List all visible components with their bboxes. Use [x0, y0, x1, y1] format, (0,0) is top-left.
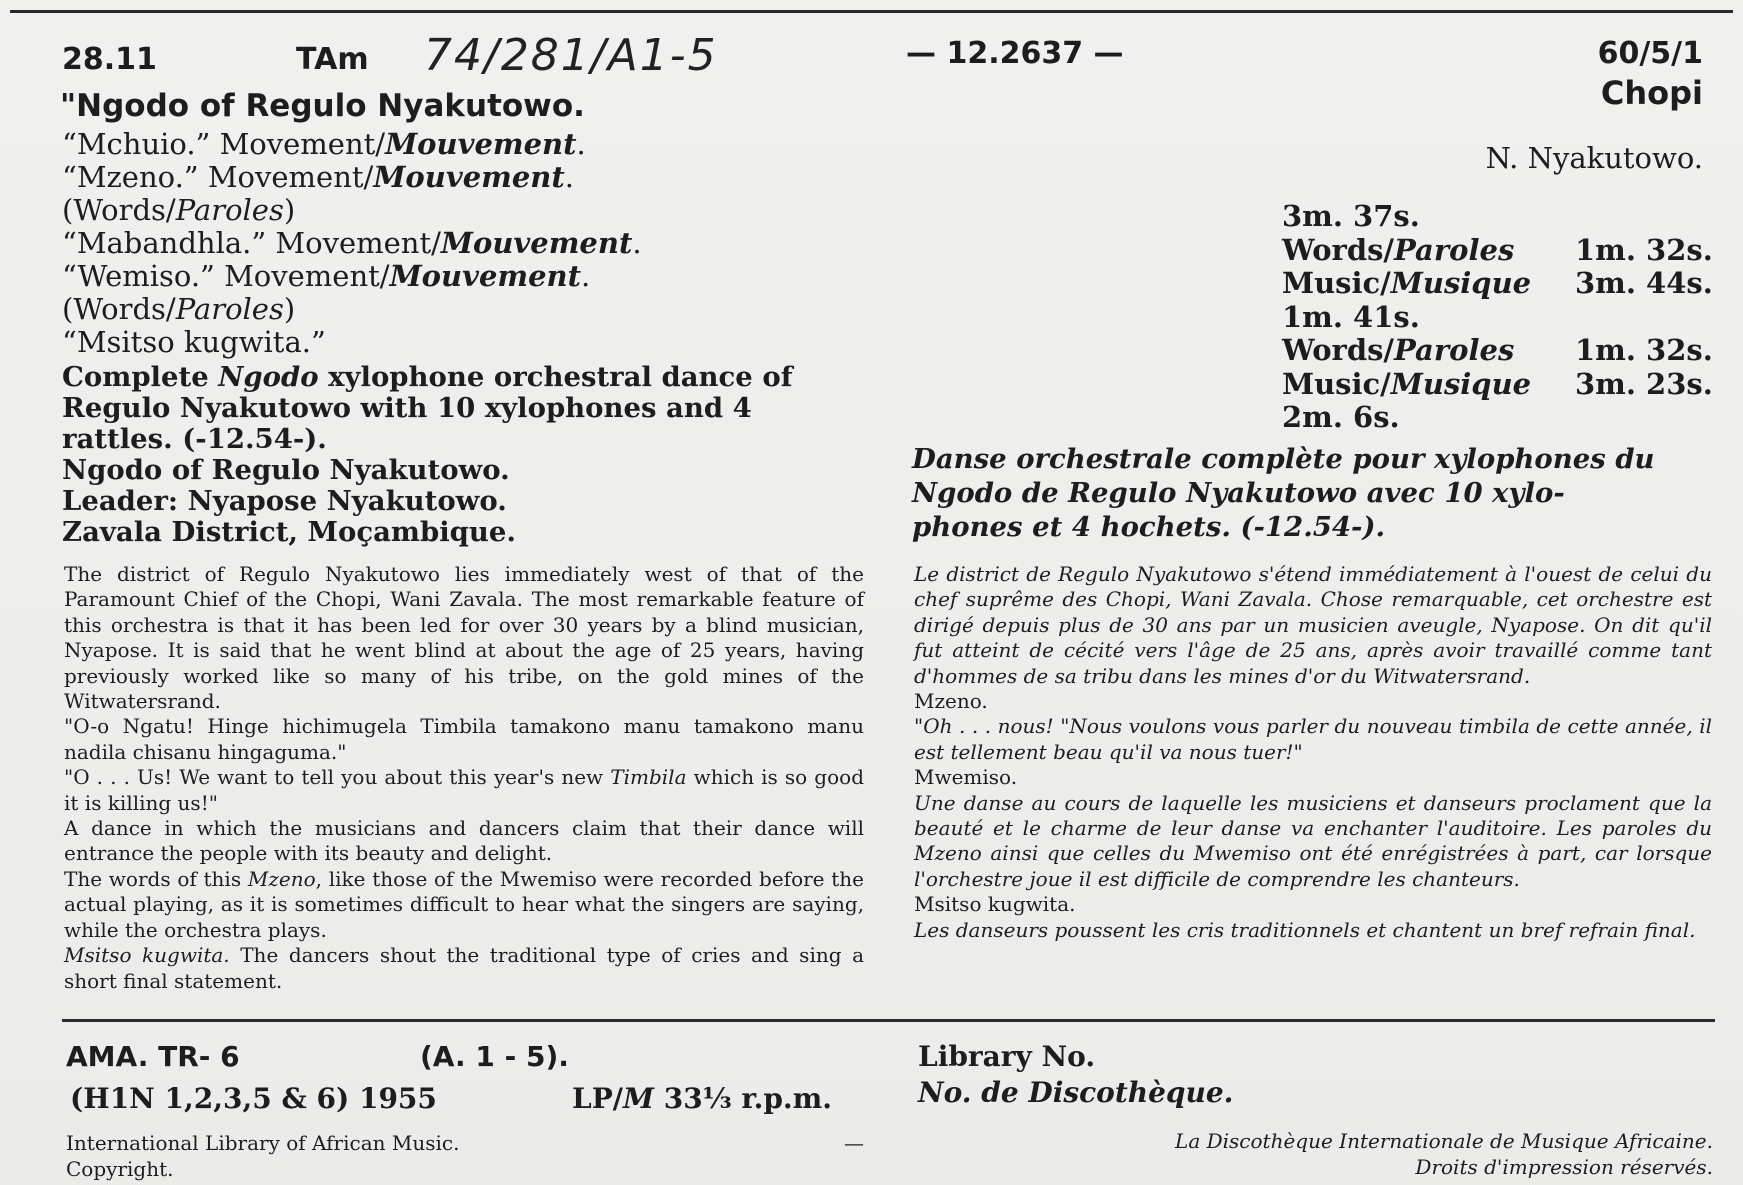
french-notes [914, 562, 1712, 943]
summary-line: Ngodo of Regulo Nyakutowo. [62, 454, 510, 486]
english-notes [64, 562, 864, 994]
notes-paragraph: Msitso kugwita. [914, 892, 1076, 917]
record-format: LP/M 33⅓ r.p.m. [572, 1082, 833, 1115]
movement-item: “Mzeno.” Movement/Mouvement. [62, 160, 574, 194]
notes-paragraph: Le district de Regulo Nyakutowo s'étend immédiatement à l'ouest de celui du chef suprême des Chopi, Wani Zavala. Chose remarquable, cet orchestre est dirigé depuis plus de 30 ans par un musicien aveugle, Nyapose. On dit qu'il fut atteint de cécité vers l'âge de 25 ans, après avoir travaillé comme tant d'hommes de sa tribu dans les mines d'or du Witwatersrand. [914, 562, 1712, 688]
notes-paragraph: The district of Regulo Nyakutowo lies immediately west of that of the Paramount Chief of the Chopi, Wani Zavala. The most remarkable feature of this orchestra is that it has been led for over 30 years by a blind musician, Nyapose. It is said that he went blind at about the age of 25 years, having previously worked like so many of his tribe, on the gold mines of the Witwatersrand. [64, 562, 864, 714]
duration-row: Words/Paroles 1m. 32s. [1282, 232, 1713, 267]
handwritten-reference: 74/281/A1-5 [424, 30, 718, 81]
notes-paragraph: A dance in which the musicians and dancers claim that their dance will entrance the people with its beauty and delight. [64, 816, 864, 866]
bottom-rule [62, 1019, 1715, 1022]
notes-paragraph: Mwemiso. [914, 765, 1018, 790]
summary-line: rattles. (-12.54-). [62, 423, 327, 455]
english-summary [62, 362, 872, 548]
movement-item: “Wemiso.” Movement/Mouvement. [62, 259, 591, 293]
notes-paragraph: The words of this Mzeno, like those of the Mwemiso were recorded before the actual playing, as it is sometimes difficult to hear what the singers are saying, while the orchestra plays. [64, 866, 864, 942]
summary-line: Danse orchestrale complète pour xylophones du [912, 443, 1655, 475]
library-number-label: Library No. [918, 1040, 1096, 1073]
reference-number: 60/5/1 [1597, 36, 1703, 71]
notes-paragraph: Une danse au cours de laquelle les musiciens et danseurs proclament que la beauté et le charme de leur danse va enchanter l'auditoire. Les paroles du Mzeno ainsi que celles du Mwemiso ont été enrégistrées à part, car lorsque l'orchestre joue il est difficile de comprendre les chanteurs. [914, 790, 1712, 891]
duration-row: Music/Musique 3m. 44s. [1282, 266, 1713, 300]
footer-dash: — [844, 1131, 864, 1155]
recording-title: "Ngodo of Regulo Nyakutowo. [60, 88, 585, 124]
notes-paragraph: "O . . . Us! We want to tell you about this year's new Timbila which is so good it is killing us!" [64, 765, 864, 815]
summary-line: Zavala District, Moçambique. [62, 516, 516, 548]
tam-label: TAm [296, 42, 369, 77]
summary-line: Ngodo de Regulo Nyakutowo avec 10 xylo- [912, 477, 1565, 509]
movement-item: (Words/Paroles) [62, 292, 296, 326]
organization-en: International Library of African Music. Copyright. [66, 1131, 460, 1181]
duration-row: 3m. 37s. [1282, 199, 1420, 233]
record-number: AMA. TR- 6 [66, 1040, 240, 1073]
french-summary [912, 442, 1655, 544]
duration-row: Words/Paroles 1m. 32s. [1282, 333, 1713, 367]
movement-item: “Mabandhla.” Movement/Mouvement. [62, 226, 642, 260]
tribe-name: Chopi [1600, 74, 1703, 112]
record-sides: (A. 1 - 5). [420, 1040, 569, 1073]
notes-paragraph: Msitso kugwita. The dancers shout the traditional type of cries and sing a short final statement. [64, 943, 864, 993]
library-number-label-fr: No. de Discothèque. [918, 1076, 1234, 1109]
notes-paragraph: Les danseurs poussent les cris traditionnels et chantent un bref refrain final. [914, 917, 1696, 942]
durations-list [1282, 200, 1713, 435]
organization-fr: La Discothèque Internationale de Musique Africaine. Droits d'impression réservés. [1175, 1129, 1713, 1179]
duration-row: 1m. 41s. [1282, 299, 1420, 334]
movements-list [62, 128, 642, 359]
summary-line: Regulo Nyakutowo with 10 xylophones and 4 [62, 392, 752, 424]
duration-row: 2m. 6s. [1282, 400, 1400, 434]
card-date: 28.11 [62, 42, 157, 77]
notes-paragraph: Mzeno. [914, 689, 988, 714]
movement-item: “Msitso kugwita.” [62, 325, 326, 359]
summary-line: Leader: Nyapose Nyakutowo. [62, 485, 507, 517]
notes-paragraph: "Oh . . . nous! "Nous voulons vous parler du nouveau timbila de cette année, il est tellement beau qu'il va nous tuer!" [914, 714, 1712, 764]
catalog-number: — 12.2637 — [906, 36, 1124, 71]
summary-line: phones et 4 hochets. (-12.54-). [912, 511, 1386, 543]
matrix-info: (H1N 1,2,3,5 & 6) 1955 [70, 1082, 437, 1115]
duration-row: Music/Musique 3m. 23s. [1282, 366, 1713, 401]
composer-name: N. Nyakutowo. [1485, 141, 1703, 175]
movement-item: (Words/Paroles) [62, 193, 296, 227]
notes-paragraph: "O-o Ngatu! Hinge hichimugela Timbila tamakono manu tamakono manu nadila chisanu hingaguma." [64, 714, 864, 764]
top-rule [10, 10, 1733, 13]
movement-item: “Mchuio.” Movement/Mouvement. [62, 127, 586, 161]
summary-line: Complete Ngodo xylophone orchestral dance of [62, 361, 793, 393]
